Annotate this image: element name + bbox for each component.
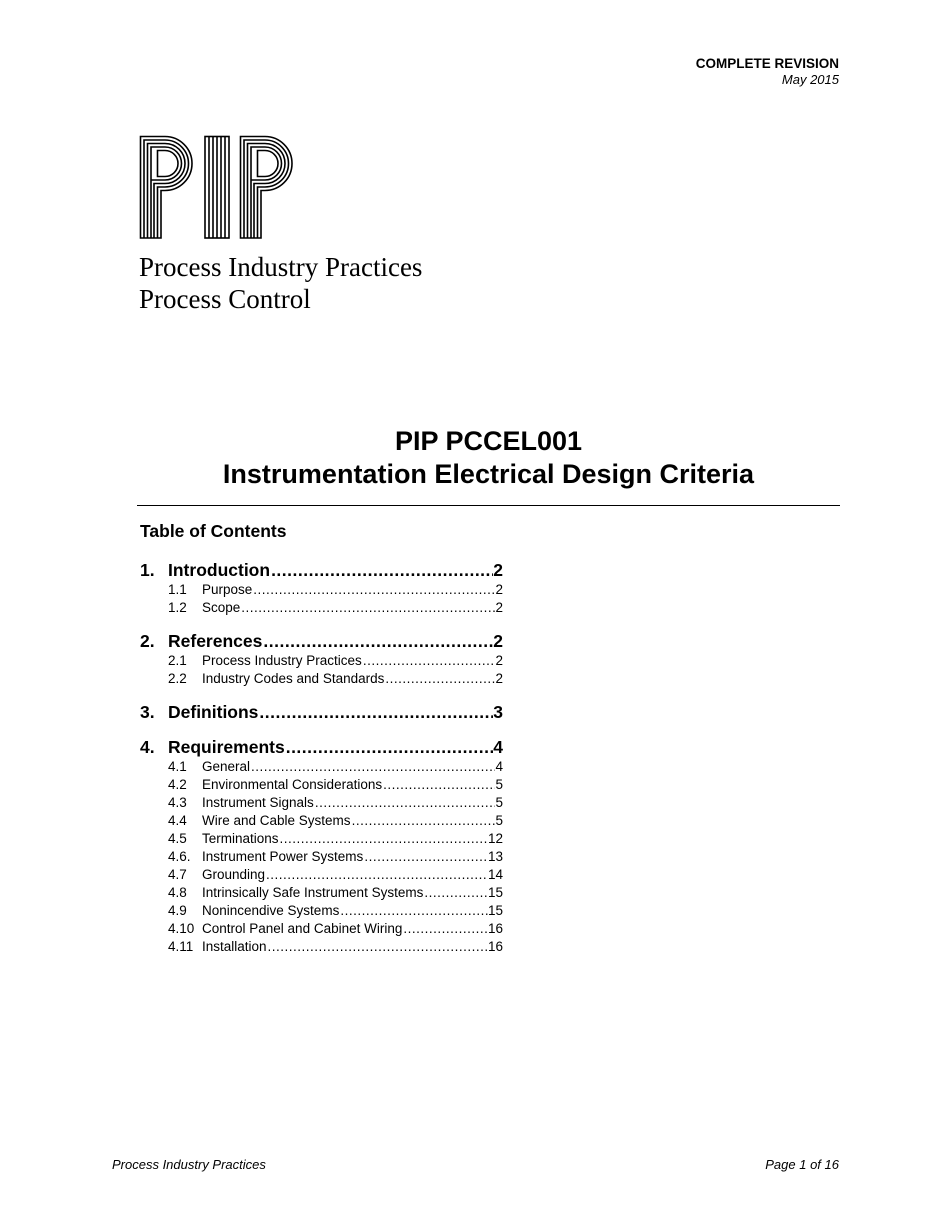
toc-entry-nonincendive[interactable]	[140, 902, 503, 920]
toc-section	[140, 630, 503, 688]
toc-entry-label: Wire and Cable Systems	[202, 813, 351, 828]
toc-dot-leader	[240, 599, 495, 617]
toc-dot-leader	[351, 812, 496, 830]
toc-entry-page: 16	[487, 921, 503, 936]
toc-dot-leader	[402, 920, 488, 938]
document-code: PIP PCCEL001	[394, 426, 583, 456]
toc-entry-number: 4.3	[168, 795, 187, 810]
toc-entry-label: Terminations	[202, 831, 279, 846]
toc-entry-label: Process Industry Practices	[202, 653, 362, 668]
toc-entry-label: Definitions	[168, 702, 259, 722]
footer-page-number: Page 1 of 16	[765, 1157, 839, 1172]
toc-entry-label: Installation	[202, 939, 267, 954]
toc-dot-leader	[314, 794, 496, 812]
toc-entry-label: Introduction	[168, 560, 271, 580]
toc-entry-page: 14	[487, 867, 503, 882]
toc-entry-page: 2	[493, 560, 503, 580]
table-of-contents	[140, 559, 503, 969]
toc-entry-number: 4.2	[168, 777, 187, 792]
toc-entry-number: 2.	[140, 631, 155, 651]
toc-entry-label: Grounding	[202, 867, 266, 882]
toc-section	[140, 736, 503, 956]
organization-name: Process Industry Practices	[139, 252, 423, 282]
toc-entry-number: 4.4	[168, 813, 187, 828]
toc-entry-definitions[interactable]	[140, 701, 503, 723]
toc-dot-leader	[262, 630, 493, 652]
toc-dot-leader	[265, 866, 488, 884]
organization-division: Process Control	[139, 284, 311, 314]
toc-entry-page: 12	[487, 831, 503, 846]
toc-entry-number: 1.2	[168, 600, 187, 615]
toc-entry-installation[interactable]	[140, 938, 503, 956]
toc-entry-page: 13	[487, 849, 503, 864]
toc-dot-leader	[267, 938, 488, 956]
toc-entry-scope[interactable]	[140, 599, 503, 617]
toc-entry-industry-codes[interactable]	[140, 670, 503, 688]
toc-entry-control-panel[interactable]	[140, 920, 503, 938]
toc-dot-leader	[339, 902, 488, 920]
toc-entry-page: 4	[493, 737, 503, 757]
toc-entry-label: Instrument Signals	[202, 795, 314, 810]
toc-section	[140, 701, 503, 723]
toc-entry-page: 4	[495, 759, 503, 774]
toc-entry-number: 4.1	[168, 759, 187, 774]
toc-entry-number: 1.	[140, 560, 155, 580]
toc-entry-number: 2.2	[168, 671, 187, 686]
toc-entry-references[interactable]	[140, 630, 503, 652]
toc-heading: Table of Contents	[140, 521, 287, 541]
toc-dot-leader	[423, 884, 488, 902]
toc-entry-grounding[interactable]	[140, 866, 503, 884]
toc-entry-number: 2.1	[168, 653, 187, 668]
toc-entry-number: 4.11	[168, 939, 194, 954]
toc-entry-purpose[interactable]	[140, 581, 503, 599]
pip-logo	[139, 135, 299, 239]
toc-entry-page: 3	[493, 702, 503, 722]
toc-entry-intrinsically-safe[interactable]	[140, 884, 503, 902]
toc-entry-number: 4.8	[168, 885, 187, 900]
toc-entry-label: References	[168, 631, 263, 651]
document-title: Instrumentation Electrical Design Criteria	[222, 459, 755, 489]
toc-entry-label: Nonincendive Systems	[202, 903, 340, 918]
toc-entry-instrument-power[interactable]	[140, 848, 503, 866]
toc-dot-leader	[252, 581, 495, 599]
toc-entry-label: Requirements	[168, 737, 285, 757]
footer-organization: Process Industry Practices	[112, 1157, 266, 1172]
toc-entry-page: 2	[495, 582, 503, 597]
toc-entry-page: 5	[495, 795, 503, 810]
toc-entry-number: 4.6.	[168, 849, 191, 864]
toc-entry-number: 4.5	[168, 831, 187, 846]
toc-entry-number: 4.10	[168, 921, 195, 936]
revision-status: COMPLETE REVISION	[695, 56, 839, 71]
toc-entry-label: Purpose	[202, 582, 253, 597]
organization-title	[139, 251, 422, 315]
toc-entry-number: 3.	[140, 702, 155, 722]
toc-entry-wire-cable[interactable]	[140, 812, 503, 830]
toc-entry-number: 4.9	[168, 903, 187, 918]
toc-entry-page: 15	[487, 903, 503, 918]
toc-entry-page: 5	[495, 813, 503, 828]
toc-section	[140, 559, 503, 617]
toc-entry-label: Intrinsically Safe Instrument Systems	[202, 885, 424, 900]
toc-dot-leader	[362, 652, 496, 670]
toc-entry-process-industry-practices[interactable]	[140, 652, 503, 670]
toc-entry-page: 2	[495, 653, 503, 668]
toc-entry-number: 1.1	[168, 582, 187, 597]
toc-entry-page: 15	[487, 885, 503, 900]
toc-entry-page: 2	[493, 631, 503, 651]
toc-entry-requirements[interactable]	[140, 736, 503, 758]
toc-entry-page: 2	[495, 600, 503, 615]
toc-entry-number: 4.7	[168, 867, 187, 882]
toc-dot-leader	[384, 670, 495, 688]
revision-block	[696, 56, 839, 88]
toc-entry-number: 4.	[140, 737, 155, 757]
toc-entry-label: General	[202, 759, 251, 774]
toc-entry-environmental[interactable]	[140, 776, 503, 794]
toc-entry-introduction[interactable]	[140, 559, 503, 581]
toc-dot-leader	[279, 830, 488, 848]
toc-dot-leader	[270, 559, 493, 581]
toc-dot-leader	[382, 776, 495, 794]
toc-dot-leader	[363, 848, 488, 866]
toc-entry-page: 5	[495, 777, 503, 792]
toc-dot-leader	[285, 736, 494, 758]
toc-dot-leader	[258, 701, 493, 723]
title-divider	[137, 505, 840, 506]
toc-dot-leader	[250, 758, 495, 776]
toc-entry-label: Environmental Considerations	[202, 777, 383, 792]
toc-entry-label: Instrument Power Systems	[202, 849, 364, 864]
toc-entry-label: Control Panel and Cabinet Wiring	[202, 921, 403, 936]
toc-entry-page: 2	[495, 671, 503, 686]
revision-date: May 2015	[781, 72, 839, 87]
document-heading	[137, 425, 840, 491]
toc-entry-instrument-signals[interactable]	[140, 794, 503, 812]
toc-entry-general[interactable]	[140, 758, 503, 776]
toc-entry-terminations[interactable]	[140, 830, 503, 848]
toc-entry-label: Industry Codes and Standards	[202, 671, 385, 686]
toc-entry-label: Scope	[202, 600, 241, 615]
toc-entry-page: 16	[487, 939, 503, 954]
